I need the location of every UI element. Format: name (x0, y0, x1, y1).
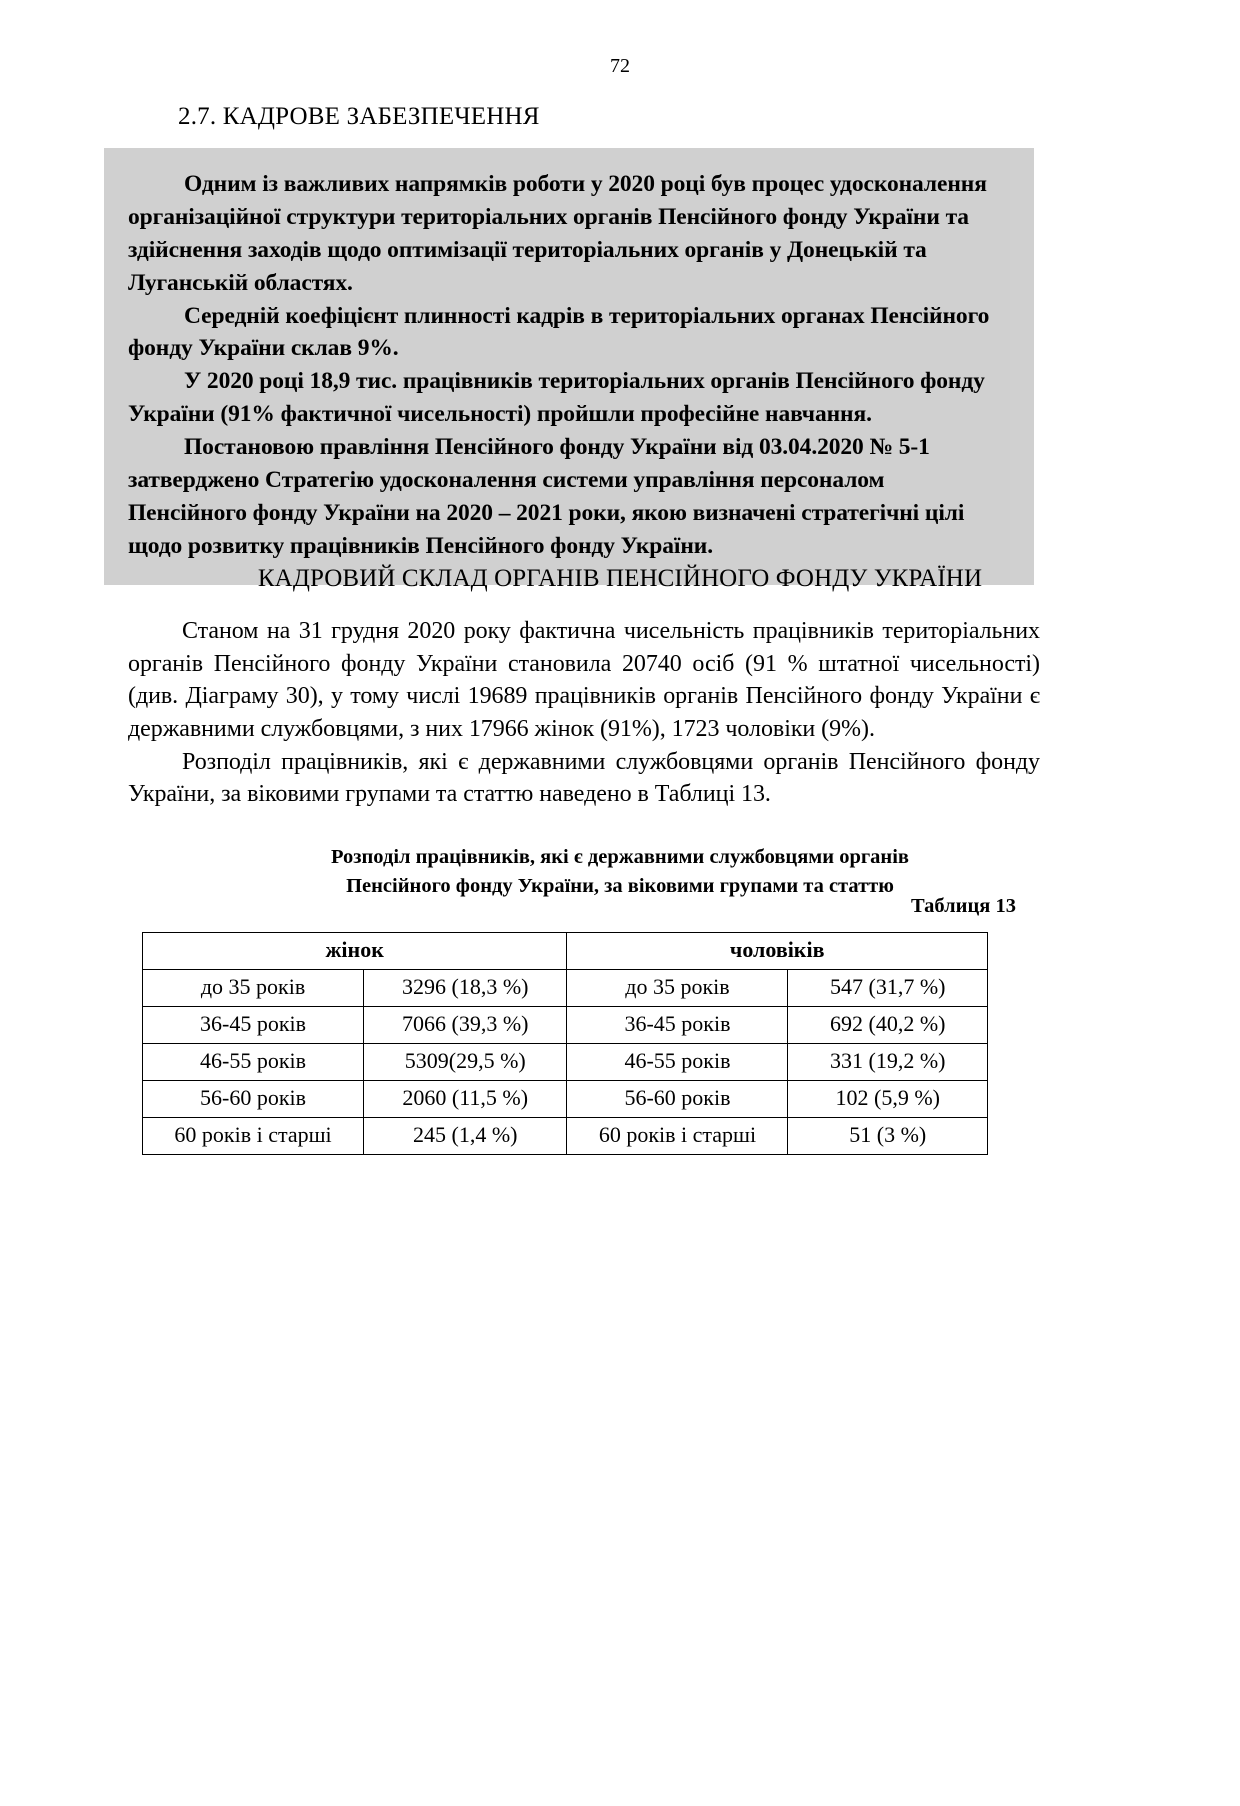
table-head (143, 933, 988, 970)
cell-men-value: 102 (5,9 %) (788, 1081, 988, 1118)
body-paragraph-1: Станом на 31 грудня 2020 року фактична чисельність працівників територіальних органів Пенсійного фонду України становила 20740 осіб (91 % штатної чисельності) (див. Діаграму 30), у тому числі 19689 працівників органів Пенсійного фонду України є державними службовцями, з них 17966 жінок (91%), 1723 чоловіки (9%). (128, 618, 1040, 742)
table-header-men: чоловіків (567, 933, 988, 970)
cell-men-value: 692 (40,2 %) (788, 1007, 988, 1044)
cell-men-group: 46-55 років (567, 1044, 788, 1081)
cell-men-group: до 35 років (567, 970, 788, 1007)
cell-women-group: 60 років і старші (143, 1118, 364, 1155)
cell-men-group: 36-45 років (567, 1007, 788, 1044)
callout-paragraph-2: Середній коефіцієнт плинності кадрів в територіальних органах Пенсійного фонду України склав 9%. (128, 302, 990, 362)
table-number-label: Таблиця 13 (911, 895, 1016, 917)
table-header-women: жінок (143, 933, 567, 970)
cell-men-group: 56-60 років (567, 1081, 788, 1118)
cell-men-value: 51 (3 %) (788, 1118, 988, 1155)
cell-men-value: 331 (19,2 %) (788, 1044, 988, 1081)
callout-paragraph-3: У 2020 році 18,9 тис. працівників територіальних органів Пенсійного фонду України (91% фактичної чисельності) пройшли професійне навчання. (128, 368, 985, 428)
table-caption (0, 843, 1240, 901)
cell-women-value: 3296 (18,3 %) (364, 970, 567, 1007)
cell-women-group: до 35 років (143, 970, 364, 1007)
cell-women-group: 46-55 років (143, 1044, 364, 1081)
body-text-block (128, 615, 1040, 811)
subsection-heading: КАДРОВИЙ СКЛАД ОРГАНІВ ПЕНСІЙНОГО ФОНДУ УКРАЇНИ (257, 565, 983, 592)
table-caption-line-1: Розподіл працівників, які є державними службовцями органів (331, 846, 909, 868)
section-heading: 2.7. КАДРОВЕ ЗАБЕЗПЕЧЕННЯ (178, 103, 540, 130)
table-body (143, 970, 988, 1155)
cell-women-value: 245 (1,4 %) (364, 1118, 567, 1155)
cell-women-group: 36-45 років (143, 1007, 364, 1044)
age-gender-distribution-table (142, 932, 988, 1155)
callout-paragraph-1: Одним із важливих напрямків роботи у 2020 році був процес удосконалення організаційної структури територіальних органів Пенсійного фонду України та здійснення заходів щодо оптимізації територіальних органів у Донецькій та Луганській областях. (128, 171, 987, 296)
table-caption-line-2: Пенсійного фонду України, за віковими групами та статтю (346, 875, 894, 898)
table-row (143, 1118, 988, 1155)
page-number: 72 (610, 55, 630, 77)
cell-women-group: 56-60 років (143, 1081, 364, 1118)
table-row (143, 1081, 988, 1118)
body-paragraph-2: Розподіл працівників, які є державними службовцями органів Пенсійного фонду України, за віковими групами та статтю наведено в Таблиці 13. (128, 748, 1040, 808)
callout-paragraph-4: Постановою правління Пенсійного фонду України від 03.04.2020 № 5-1 затверджено Стратегію удосконалення системи управління персоналом Пенсійного фонду України на 2020 – 2021 роки, якою визначені стратегічні цілі щодо розвитку працівників Пенсійного фонду України. (128, 434, 965, 559)
table-row (143, 1007, 988, 1044)
cell-women-value: 5309(29,5 %) (364, 1044, 567, 1081)
table-row (143, 1044, 988, 1081)
cell-men-group: 60 років і старші (567, 1118, 788, 1155)
cell-women-value: 2060 (11,5 %) (364, 1081, 567, 1118)
table-header-row (143, 933, 988, 970)
cell-men-value: 547 (31,7 %) (788, 970, 988, 1007)
table-row (143, 970, 988, 1007)
highlight-callout-box (104, 148, 1034, 585)
cell-women-value: 7066 (39,3 %) (364, 1007, 567, 1044)
